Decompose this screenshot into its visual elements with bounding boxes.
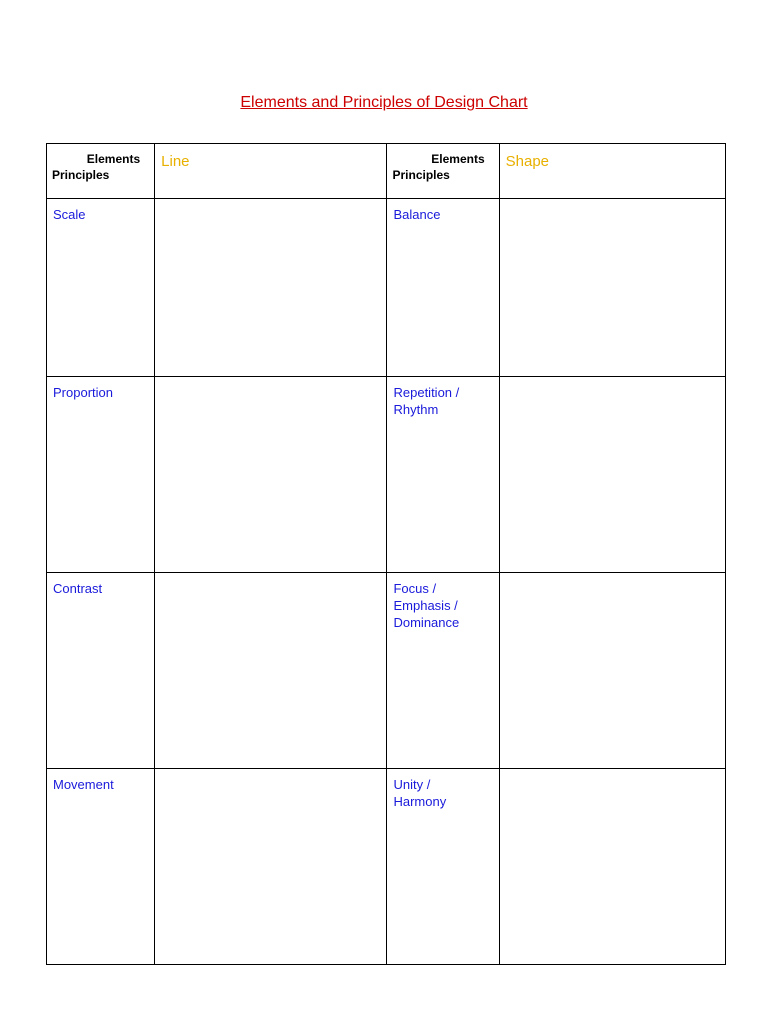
principle-label: Unity / Harmony <box>387 769 499 965</box>
principles-label: Principles <box>392 168 450 182</box>
element-heading-shape: Shape <box>499 144 725 199</box>
answer-cell[interactable] <box>499 199 725 377</box>
answer-cell[interactable] <box>499 769 725 965</box>
principle-label: Scale <box>47 199 155 377</box>
header-key-cell-right <box>387 144 499 199</box>
principle-label: Proportion <box>47 377 155 573</box>
answer-cell[interactable] <box>155 573 387 769</box>
table-row <box>47 769 726 965</box>
table-row <box>47 573 726 769</box>
header-row <box>47 144 726 199</box>
principle-label: Contrast <box>47 573 155 769</box>
answer-cell[interactable] <box>155 769 387 965</box>
table-row <box>47 377 726 573</box>
elements-label: Elements <box>431 152 485 166</box>
header-key-cell-left <box>47 144 155 199</box>
principle-label: Movement <box>47 769 155 965</box>
table-row <box>47 199 726 377</box>
principles-label: Principles <box>52 168 110 182</box>
design-chart-table <box>46 143 726 965</box>
page-title: Elements and Principles of Design Chart <box>240 94 528 111</box>
answer-cell[interactable] <box>155 377 387 573</box>
principle-label: Repetition / Rhythm <box>387 377 499 573</box>
answer-cell[interactable] <box>499 573 725 769</box>
principle-label: Focus / Emphasis / Dominance <box>387 573 499 769</box>
principle-label: Balance <box>387 199 499 377</box>
elements-label: Elements <box>86 152 141 166</box>
answer-cell[interactable] <box>499 377 725 573</box>
answer-cell[interactable] <box>155 199 387 377</box>
element-heading-line: Line <box>155 144 387 199</box>
